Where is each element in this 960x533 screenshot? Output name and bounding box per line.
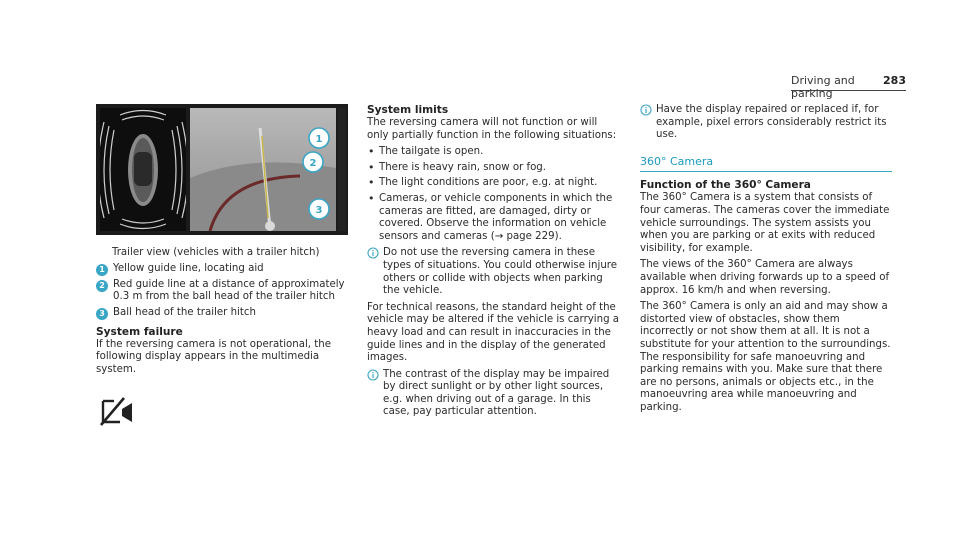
section-label: Driving and parking [791, 74, 855, 100]
number-badge: 1 [96, 264, 108, 276]
list-item [96, 279, 348, 304]
info-icon [367, 369, 383, 419]
callout-2: 2 [309, 158, 317, 169]
info-icon [367, 247, 383, 297]
callout-1: 1 [315, 134, 323, 145]
figure-caption: Trailer view (vehicles with a trailer hitch) [112, 247, 320, 258]
column-left [96, 104, 348, 431]
list-item: • There is heavy rain, snow or fog. [367, 162, 620, 175]
list-item: • Cameras, or vehicle components in which the cameras are fitted, are damaged, dirty or covered. Observe the information on vehicle sensors and cameras (→ page 229). [367, 193, 620, 243]
top-view-panel [100, 108, 186, 231]
trailer-view-figure [96, 104, 348, 235]
paragraph: For technical reasons, the standard height of the vehicle may be altered if the vehicle is carrying a heavy load and can result in inaccuracies in the guide lines and in the display of the generated images. [367, 301, 620, 364]
page-number: 283 [883, 74, 906, 87]
column-middle [367, 104, 620, 423]
paragraph: The 360° Camera is only an aid and may show a distorted view of obstacles, show them incorrectly or not show them at all. It is not a substitute for your attention to the surroundings. The responsibility for safe manoeuvring and parking remains with you. Make sure that there are no persons, animals or objects etc., in the manoeuvring area while manoeuvring and parking. [640, 301, 891, 413]
list-item: • The light conditions are poor, e.g. at night. [367, 177, 620, 190]
note [640, 104, 892, 142]
note [367, 369, 620, 419]
section-title: 360° Camera [640, 156, 892, 173]
column-right [640, 104, 892, 418]
system-failure-heading: System failure [96, 325, 183, 338]
system-limits-list [367, 146, 620, 243]
paragraph: The views of the 360° Camera are always available when driving forwards up to a speed of approx. 16 km/h and when reversing. [640, 259, 890, 296]
list-item: • The tailgate is open. [367, 146, 620, 159]
list-item-text: Red guide line at a distance of approximately 0.3 m from the ball head of the trailer hitch [113, 278, 345, 303]
note-text: Do not use the reversing camera in these types of situations. You could otherwise injure others or collide with objects when parking the vehicle. [383, 247, 618, 297]
note-text: The contrast of the display may be impaired by direct sunlight or by other light sources, e.g. when driving out of a garage. In this case, pay particular attention. [383, 368, 610, 418]
list-item [96, 307, 348, 320]
list-item-text: Yellow guide line, locating aid [113, 262, 264, 274]
car-top-view-icon [100, 108, 186, 231]
function-heading: Function of the 360° Camera [640, 179, 811, 192]
camera-failure-icon [98, 395, 348, 432]
note [367, 247, 620, 297]
paragraph: The 360° Camera is a system that consists of four cameras. The cameras cover the immediate vehicle surroundings. The system assists you when you are parking or at exits with reduced visibility, for example. [640, 192, 890, 254]
note-text: Have the display repaired or replaced if, for example, pixel errors considerably restrict its use. [656, 104, 887, 141]
number-badge: 3 [96, 308, 108, 320]
number-badge: 2 [96, 280, 108, 292]
header-divider [791, 90, 906, 91]
page-header [791, 74, 906, 100]
info-icon [640, 104, 656, 142]
list-item [96, 263, 348, 276]
callout-3: 3 [315, 205, 323, 216]
system-limits-intro: The reversing camera will not function or will only partially function in the following situations: [367, 117, 617, 141]
screen-sidebar [338, 108, 346, 231]
system-limits-heading: System limits [367, 104, 449, 116]
system-failure-text: If the reversing camera is not operational, the following display appears in the multimedia system. [96, 338, 331, 375]
figure-callouts [286, 124, 336, 224]
list-item-text: Ball head of the trailer hitch [113, 306, 256, 318]
